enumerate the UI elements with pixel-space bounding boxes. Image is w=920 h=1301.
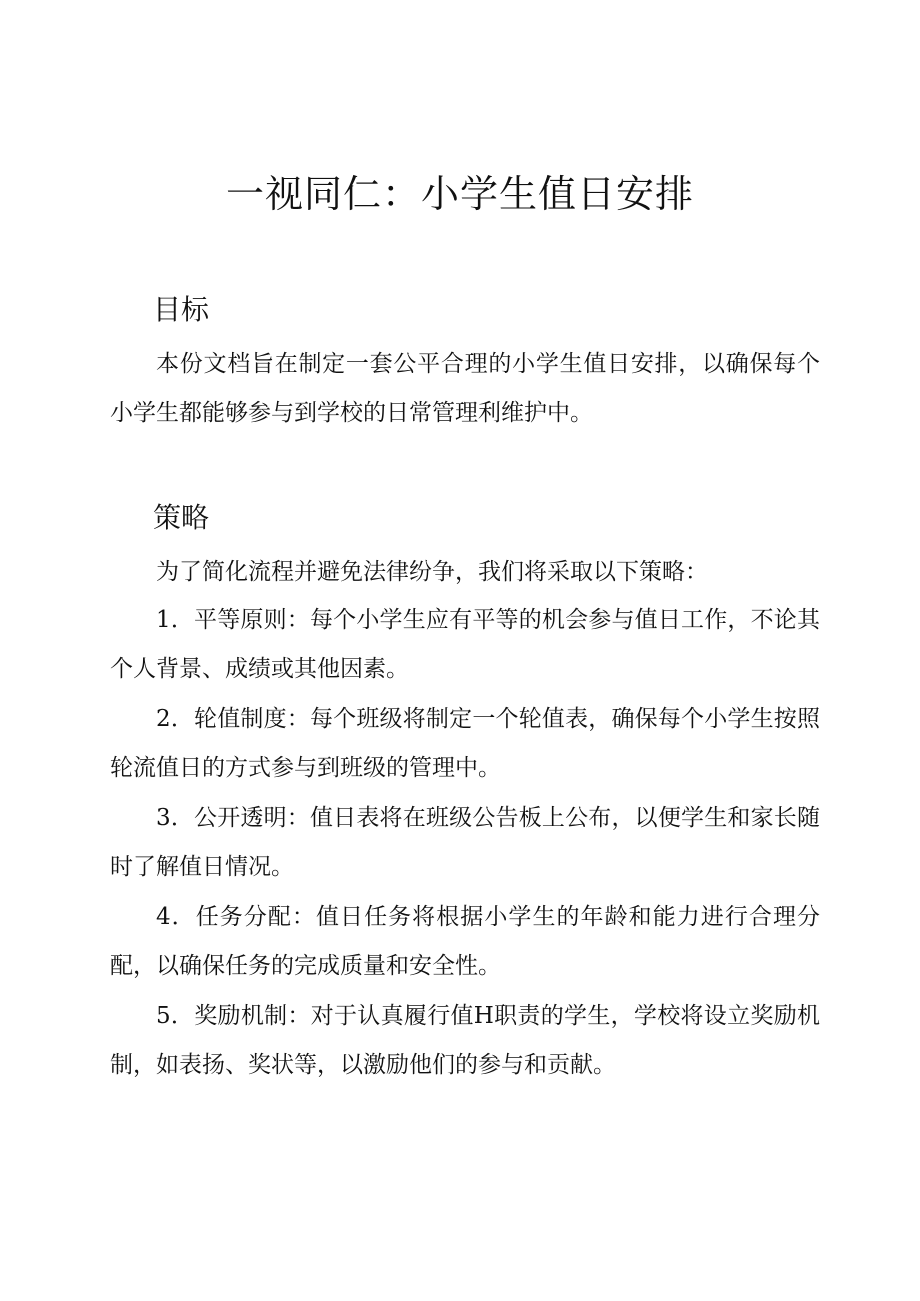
document-title: 一视同仁：小学生值日安排 xyxy=(225,172,694,216)
strategy-item-5: 5．奖励机制：对于认真履行值H职责的学生，学校将设立奖励机制，如表扬、奖状等，以激励他们的参与和贡献。 xyxy=(110,1003,820,1078)
strategy-item-2: 2．轮值制度：每个班级将制定一个轮值表，确保每个小学生按照轮流值日的方式参与到班级的管理中。 xyxy=(110,706,820,781)
goal-heading: 目标 xyxy=(153,293,210,326)
strategy-heading: 策略 xyxy=(153,501,210,534)
goal-paragraph: 本份文档旨在制定一套公平合理的小学生值日安排，以确保每个小学生都能够参与到学校的日常管理利维护中。 xyxy=(110,351,820,426)
strategy-intro: 为了简化流程并避免法律纷争，我们将采取以下策略： xyxy=(156,559,708,585)
strategy-item-3: 3．公开透明：值日表将在班级公告板上公布，以便学生和家长随时了解值日情况。 xyxy=(110,805,820,880)
strategy-item-1: 1．平等原则：每个小学生应有平等的机会参与值日工作，不论其个人背景、成绩或其他因素。 xyxy=(110,607,820,682)
strategy-item-4: 4．任务分配：值日任务将根据小学生的年龄和能力进行合理分配，以确保任务的完成质量和安全性。 xyxy=(110,904,820,979)
